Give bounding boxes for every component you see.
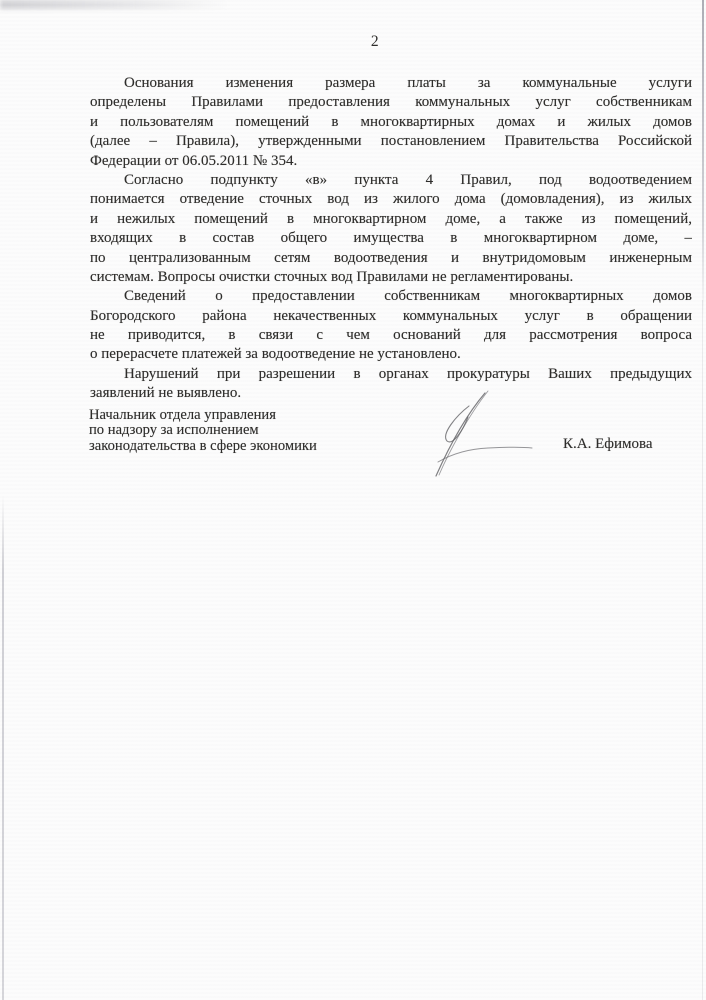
paragraph-2-line: входящих в состав общего имущества в многоквартирном доме, – [90,230,692,247]
paragraph-1-line: Федерации от 06.05.2011 № 354. [90,152,298,169]
handwritten-signature-icon [428,386,540,484]
page-number: 2 [370,33,380,50]
paragraph-1-line: Основания изменения размера платы за коммунальные услуги [124,75,692,91]
scan-edge-right [702,0,704,318]
paragraph-4-line: заявлений не выявлено. [90,385,242,402]
signatory-position [89,408,419,454]
signatory-position-line: по надзору за исполнением [89,422,259,439]
paragraph-2-line: Согласно подпункту «в» пункта 4 Правил, под водоотведением [124,171,692,188]
signee-name: К.А. Ефимова [563,436,653,452]
paragraph-3-line: не приводится, в связи с чем оснований для рассмотрения вопроса [90,327,692,344]
paragraph-1-line: (далее – Правила), утвержденными постановлением Правительства Российской [90,133,692,150]
paragraph-4-line: Нарушений при разрешении в органах прокуратуры Ваших предыдущих [124,365,692,382]
paragraph-3-line: Сведений о предоставлении собственникам многоквартирных домов [124,288,692,305]
paragraph-1-line: и пользователям помещений в многоквартирных домах и жилых домов [90,113,692,130]
signatory-position-line: законодательства в сфере экономики [89,437,317,454]
paragraph-2-line: понимается отведение сточных вод из жилого дома (домовладения), из жилых [90,191,692,208]
scan-edge-right-lower [702,300,703,1000]
paragraph-2-line: по централизованным сетям водоотведения и внутридомовым инженерным [90,249,692,266]
paragraph-3-line: о перерасчете платежей за водоотведение не установлено. [90,346,461,363]
signatory-position-line: Начальник отдела управления [89,407,276,423]
paragraph-1-line: определены Правилами предоставления коммунальных услуг собственникам [90,94,692,111]
scan-edge-left [2,495,4,1000]
paragraph-2-line: системам. Вопросы очистки сточных вод Правилами не регламентированы. [90,268,574,285]
paragraph-3-line: Богородского района некачественных коммунальных услуг в обращении [90,307,692,324]
document-body [90,74,692,404]
scan-smudge-top [0,0,230,9]
paragraph-2-line: и нежилых помещений в многоквартирном доме, а также из помещений, [90,210,692,227]
